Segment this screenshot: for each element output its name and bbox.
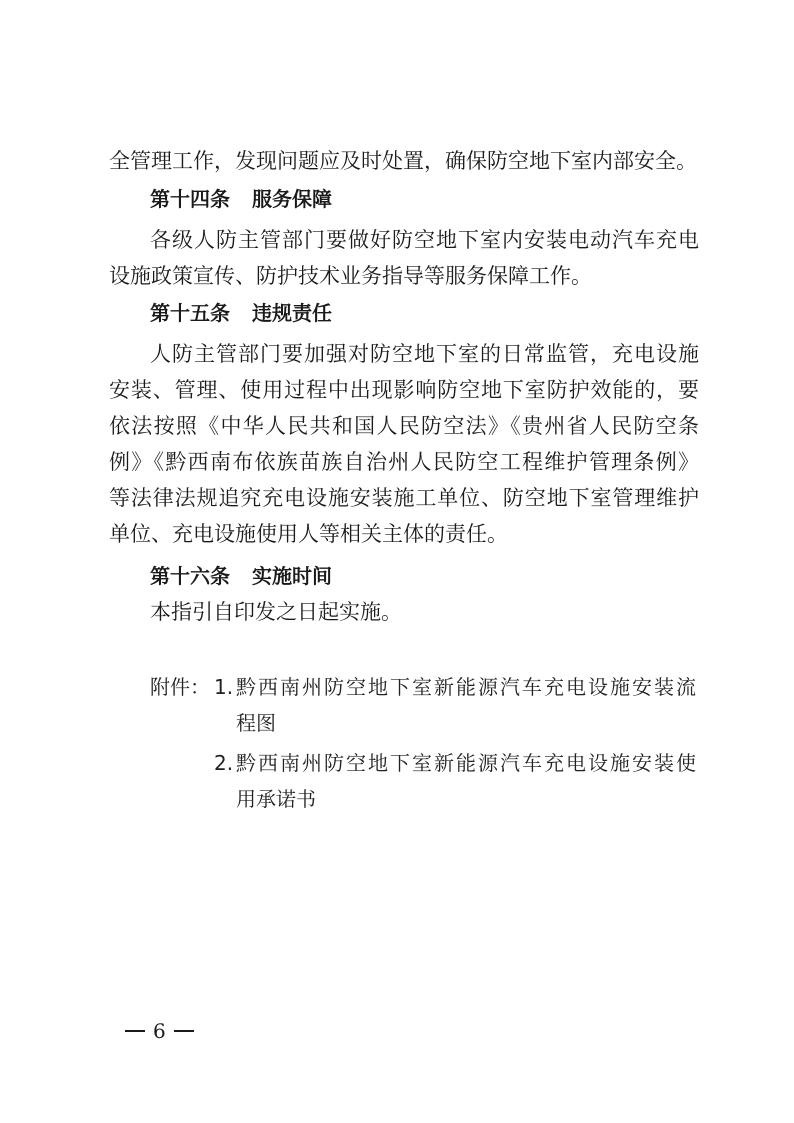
attachment-1-title: 黔西南州防空地下室新能源汽车充电设施安装流 bbox=[236, 675, 696, 699]
article-15-heading bbox=[150, 295, 332, 331]
body-line: 本指引自印发之日起实施。 bbox=[150, 600, 402, 624]
body-line: 全管理工作，发现问题应及时处置，确保防空地下室内部安全。 bbox=[109, 149, 697, 173]
body-line: 人防主管部门要加强对防空地下室的日常监管，充电设施 bbox=[150, 342, 699, 366]
article-number: 第十四条 bbox=[150, 187, 230, 211]
body-line: 设施政策宣传、防护技术业务指导等服务保障工作。 bbox=[109, 264, 592, 288]
article-title: 服务保障 bbox=[252, 187, 332, 211]
page-number-value: 6 bbox=[153, 1019, 166, 1043]
page-number-dash-left bbox=[125, 1030, 145, 1032]
body-line: 各级人防主管部门要做好防空地下室内安装电动汽车充电 bbox=[150, 228, 699, 252]
body-line: 安装、管理、使用过程中出现影响防空地下室防护效能的，要 bbox=[109, 378, 699, 402]
body-line: 依法按照《中华人民共和国人民防空法》《贵州省人民防空条 bbox=[109, 414, 699, 438]
attachment-1-index: 1. bbox=[214, 675, 234, 699]
page-number-dash-right bbox=[174, 1030, 194, 1032]
body-line: 单位、充电设施使用人等相关主体的责任。 bbox=[109, 522, 508, 546]
article-number: 第十五条 bbox=[150, 301, 230, 325]
article-number: 第十六条 bbox=[150, 564, 230, 588]
article-title: 违规责任 bbox=[252, 301, 332, 325]
page-number bbox=[125, 1016, 194, 1046]
body-line: 等法律法规追究充电设施安装施工单位、防空地下室管理维护 bbox=[109, 486, 699, 510]
attachment-2-title: 黔西南州防空地下室新能源汽车充电设施安装使 bbox=[236, 751, 696, 775]
attachments-label: 附件： bbox=[150, 675, 210, 699]
article-14-heading bbox=[150, 181, 332, 217]
attachment-1-title-cont: 程图 bbox=[236, 711, 276, 735]
attachment-2-title-cont: 用承诺书 bbox=[236, 787, 316, 811]
body-line: 例》《黔西南布依族苗族自治州人民防空工程维护管理条例》 bbox=[109, 450, 699, 474]
attachment-2-index: 2. bbox=[214, 751, 234, 775]
article-16-heading bbox=[150, 558, 332, 594]
article-title: 实施时间 bbox=[252, 564, 332, 588]
